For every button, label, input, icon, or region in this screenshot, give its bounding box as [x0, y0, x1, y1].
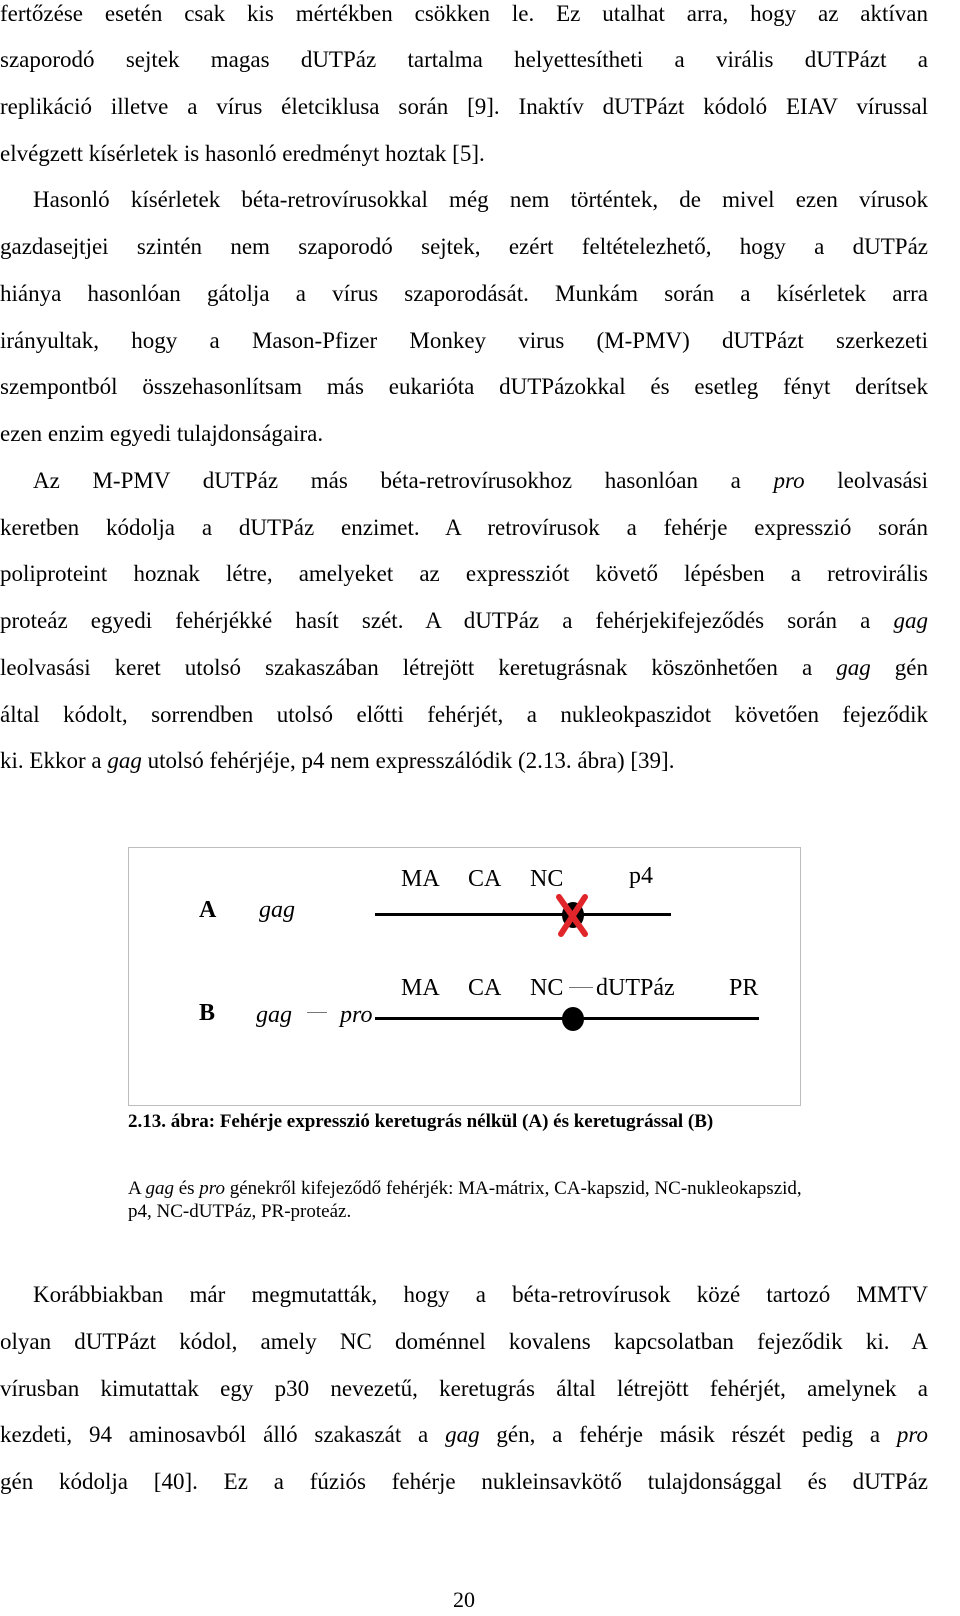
text-line: elvégzett kísérletek is hasonló eredményt hoztak [5].: [0, 141, 485, 166]
domain-p4: p4: [629, 863, 653, 889]
text-line: olyan dUTPázt kódol, amely NC doménnel kovalens kapcsolatban fejeződik ki. A: [0, 1329, 928, 1354]
domain-ma-b: MA: [401, 975, 440, 1001]
row-a-label: A: [199, 897, 217, 923]
page-number: 20: [453, 1587, 475, 1612]
dash-connector: [307, 1012, 327, 1013]
figure-caption-text: A gag és pro génekről kifejeződő fehérjék: MA-mátrix, CA-kapszid, NC-nukleokapszid, p4, NC-dUTPáz, PR-proteáz.: [128, 1178, 802, 1222]
text-line: keretben kódolja a dUTPáz enzimet. A retrovírusok a fehérje expresszió során: [0, 515, 928, 540]
figure-2-13: [128, 847, 801, 1106]
domain-dutpase: dUTPáz: [596, 975, 675, 1001]
text-line: vírusban kimutattak egy p30 nevezetű, keretugrás által létrejött fehérjét, amelynek a: [0, 1376, 928, 1401]
text-line: hiánya hasonlóan gátolja a vírus szaporodását. Munkám során a kísérletek arra: [0, 281, 928, 306]
text-line: szaporodó sejtek magas dUTPáz tartalma helyettesítheti a virális dUTPázt a: [0, 47, 928, 72]
text-line: Hasonló kísérletek béta-retrovírusokkal még nem történtek, de mivel ezen vírusok: [33, 187, 928, 212]
figure-caption-title: 2.13. ábra: Fehérje expresszió keretugrás nélkül (A) és keretugrással (B): [128, 1111, 714, 1132]
row-a-gene-label: gag: [259, 897, 295, 923]
row-b-pro-label: pro: [340, 1002, 373, 1028]
text-line: irányultak, hogy a Mason-Pfizer Monkey virus (M-PMV) dUTPázt szerkezeti: [0, 328, 928, 353]
domain-ca: CA: [468, 866, 502, 892]
text-line: kezdeti, 94 aminosavból álló szakaszát a gag gén, a fehérje másik részét pedig a pro: [0, 1422, 928, 1447]
domain-nc-b: NC: [530, 975, 564, 1001]
domain-nc: NC: [530, 866, 564, 892]
text-line: proteáz egyedi fehérjékké hasít szét. A dUTPáz a fehérjekifejeződés során a gag: [0, 608, 928, 633]
nc-dutpase-link: [569, 987, 593, 988]
text-line: leolvasási keret utolsó szakaszában létrejött keretugrásnak köszönhetően a gag gén: [0, 655, 928, 680]
text-line: által kódolt, sorrendben utolsó előtti fehérjét, a nukleokpaszidot követően fejeződik: [0, 702, 928, 727]
domain-ma: MA: [401, 866, 440, 892]
domain-ca-b: CA: [468, 975, 502, 1001]
stop-cross-icon: [549, 892, 597, 938]
row-b-label: B: [199, 1000, 216, 1026]
text-line: gén kódolja [40]. Ez a fúziós fehérje nukleinsavkötő tulajdonsággal és dUTPáz: [0, 1469, 928, 1494]
text-line: Az M-PMV dUTPáz más béta-retrovírusokhoz hasonlóan a pro leolvasási: [33, 468, 928, 493]
text-line: ezen enzim egyedi tulajdonságaira.: [0, 421, 324, 446]
gag-line-a: [375, 913, 671, 916]
text-line: gazdasejtjei szintén nem szaporodó sejtek, ezért feltételezhető, hogy a dUTPáz: [0, 234, 928, 259]
text-line: replikáció illetve a vírus életciklusa során [9]. Inaktív dUTPázt kódoló EIAV vírussal: [0, 94, 928, 119]
domain-pr: PR: [729, 975, 759, 1001]
text-line: fertőzése esetén csak kis mértékben csökken le. Ez utalhat arra, hogy az aktívan: [0, 1, 928, 26]
text-line: szempontból összehasonlítsam más eukarióta dUTPázokkal és esetleg fényt derítsek: [0, 374, 928, 399]
frameshift-dot-icon: [561, 1006, 585, 1032]
text-line: poliproteint hoznak létre, amelyeket az expressziót követő lépésben a retrovirális: [0, 561, 928, 586]
row-b-gag-label: gag: [256, 1002, 292, 1028]
text-line: Korábbiakban már megmutatták, hogy a béta-retrovírusok közé tartozó MMTV: [33, 1282, 928, 1307]
text-line: ki. Ekkor a gag utolsó fehérjéje, p4 nem expresszálódik (2.13. ábra) [39].: [0, 748, 675, 773]
